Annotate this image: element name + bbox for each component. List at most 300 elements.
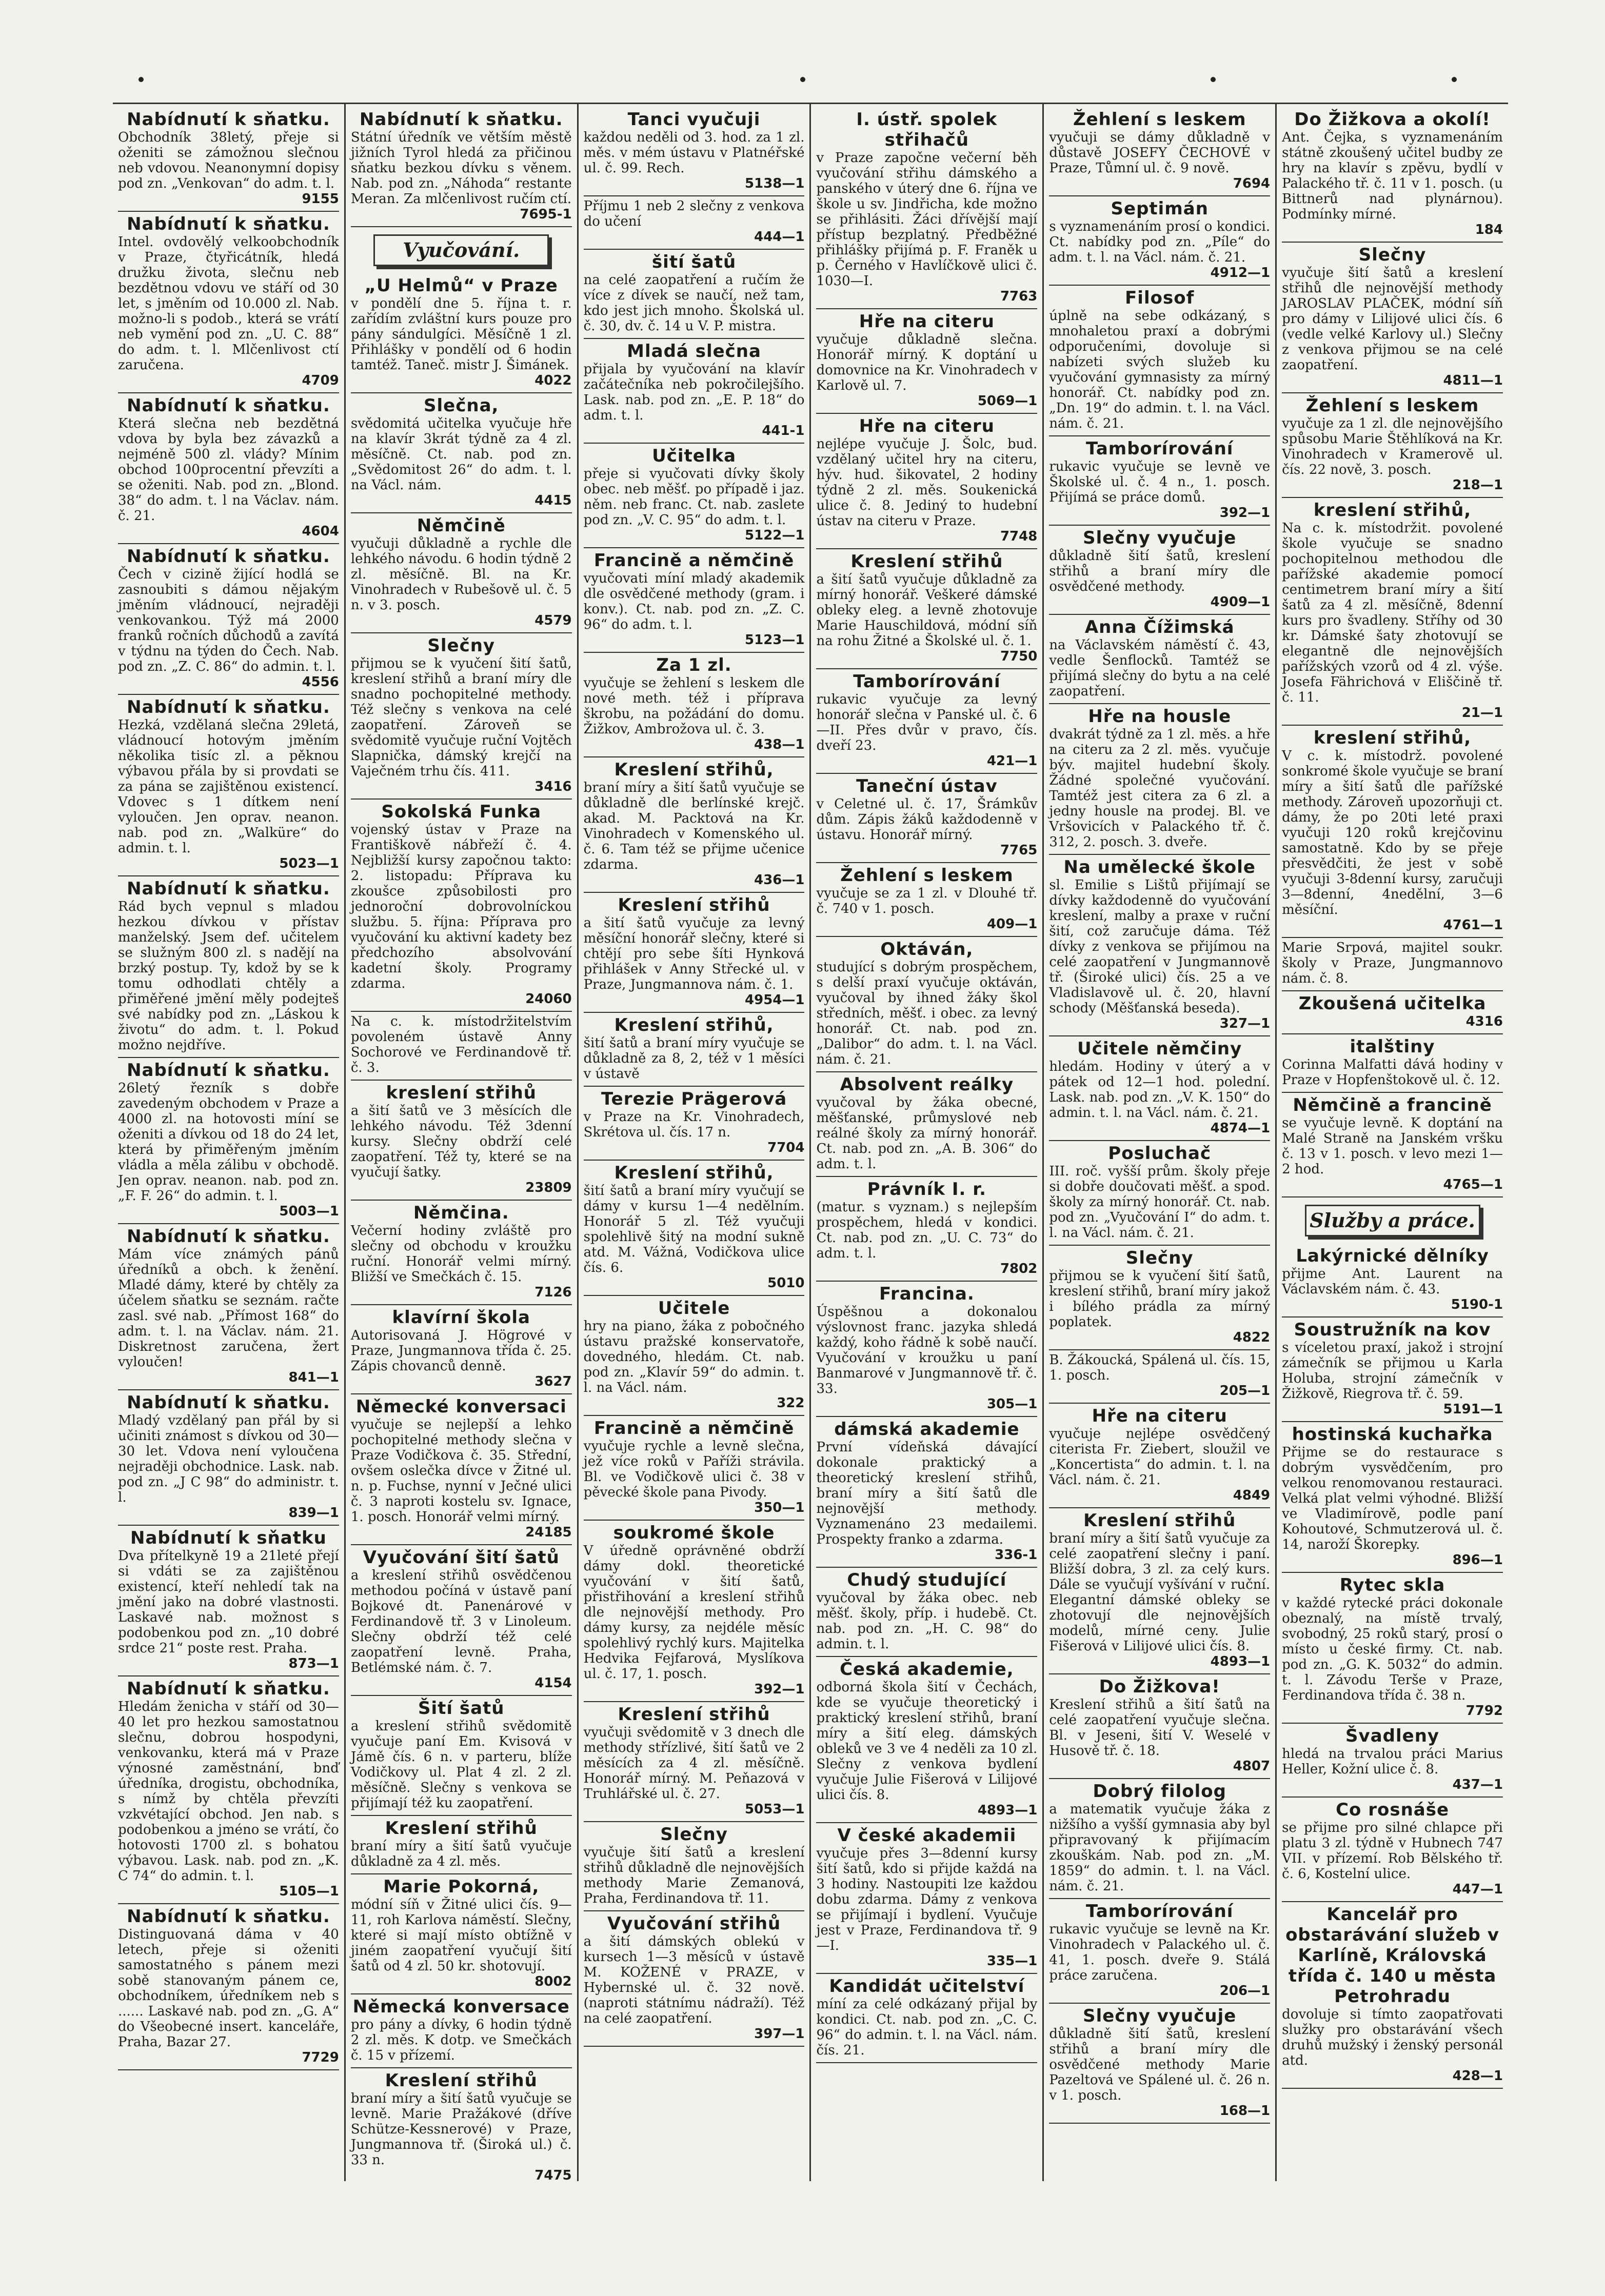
ad-headline: Kreslení střihů [618,895,770,915]
ad-body: vyučuje šití šatů a kreslení střihů důkladně dle nejnovějších methody Marie Zemanová, Praha, Ferdinandova tř. 11. [583,1845,805,1906]
ad-headline: italštiny [1350,1036,1435,1057]
ad-headline: Kancelář pro obstarávání služeb v Karlíně, Královská třída č. 140 u města Petrohradu [1285,1904,1500,2007]
ad-body: Distinguovaná dáma v 40 letech, přeje si oženiti samostatného s pánem mezi sobě stanovaným pánem ce, obchodníkem, úředníkem neb s ...... Laskavé nab. pod zn. „G. A“ do Všeobecné insert. kanceláře, Praha, Bazar 27. [118,1927,339,2050]
classified-ad [816,863,1037,937]
ad-code: 7694 [1233,176,1271,191]
classified-ad [1282,107,1503,243]
ad-body: míní za celé odkázaný přijal by kondici. Ct. nab. pod zn. „C. C. 96“ do admin. t. l. na Václ. nám. čís. 21. [816,1996,1038,2058]
classified-ad [351,1874,572,1994]
ad-headline: Nabídnutí k sňatku. [127,214,330,234]
ad-code: 327—1 [1219,1016,1271,1031]
margin-dot [800,77,805,82]
ad-code: 335—1 [986,1953,1038,1969]
ad-headline: Učitelka [652,446,737,466]
ad-headline: Tamborírování [1086,438,1234,459]
ad-headline: Lakýrnické dělníky [1296,1246,1489,1266]
ad-code: 409—1 [986,916,1038,932]
classified-ad [351,1012,572,1081]
ad-body: v Praze započne večerní běh vyučování střihu dámského a panského v úterý dne 6. října ve škole u sv. Jindřicha, kde možno se přihlásiti. Žáci dřívější mají přístup bezplatný. Předběžné přihlášky přijímá p. F. Franěk u p. Černého v Havlíčkově ulici č. 1030—I. [816,150,1038,289]
ad-body: studující s dobrým prospěchem, s delší praxí vyučuje oktáván, vyučoval by ihned žáky škol středních, měšť. i obec. za levný honorář. Ct. nab. pod zn. „Dalibor“ do adm. t. l. na Václ. nám. č. 21. [816,960,1038,1067]
ad-body: Ant. Čejka, s vyznamenáním státně zkoušený učitel budby ze hry na klavír s zpěvu, bydlí v Palackého tř. č. 11 v 1. posch. (u Bittnerů nad plynárnou). Podmínky mírné. [1282,130,1503,222]
ad-code: 4604 [302,524,339,539]
classified-ad [584,1296,805,1416]
ad-headline: Nabídnutí k sňatku. [127,1392,330,1413]
classified-ad [584,1161,805,1296]
ad-body: a šití šatů ve 3 měsících dle lehkého návodu. Též 3denní kursy. Slečny obdrží celé zaopatření. Též ty, které se na vyučují šatky. [350,1103,572,1180]
classified-ad [816,669,1037,774]
ad-code: 4154 [534,1675,572,1691]
ad-body: Která slečna neb bezdětná vdova by byla bez závazků a nejméně 500 zl. vlády? Mínim obchod 100procentní převzíti a se oženiti. Nab. pod zn. „Blond. 38“ do adm. t. l na Václav. nám. č. 21. [118,416,339,524]
classified-ad [351,1816,572,1874]
ad-headline: Učitele [658,1298,730,1319]
ad-headline: hostinská kuchařka [1292,1424,1493,1445]
ad-headline: Tamborírování [853,671,1001,692]
classified-ad [351,1545,572,1696]
ad-body: vyučuji se dámy důkladně v důstavě JOSEFY ČECHOVÉ v Praze, Tůmní ul. č. 9 nově. [1049,130,1271,176]
classified-ad [1282,1902,1503,2089]
ad-headline: Tanci vyučuji [627,109,761,130]
ad-body: Intel. ovdovělý velkoobchodník v Praze, čtyřicátník, hledá družku života, slečnu neb bezdětnou vdovu ve stáří od 30 let, s jměním od 10.000 zl. Nab. možno-li s podob., která se vrátí neb vymění pod zn. „U. C. 88“ do adm. t. l. Mlčenlivost ctí zaručena. [118,234,339,373]
ad-headline: Nabídnutí k sňatku. [127,879,330,899]
classified-ad [816,1568,1037,1657]
ad-body: braní míry a šití šatů vyučuje důkladně za 4 zl. měs. [350,1839,572,1869]
ad-body: Corinna Malfatti dává hodiny v Praze v Hopfenštokově ul. č. 12. [1282,1057,1503,1088]
ad-body: vyučuje nejlépe osvědčený citerista Fr. Ziebert, sloužil ve „Koncertista“ do admin. t. l. na Václ. nám. č. 21. [1049,1426,1271,1488]
ad-body: a šití dámských oblekú v kursech 1—3 měsíců v ústavě M. KOŽENÉ v PRAZE, v Hybernské ul. č. 32 nově. (naproti státnímu nádraží). Též na celé zaopatření. [583,1934,805,2026]
ad-body: na celé zaopatření a ručím že více z dívek se naučí, než tam, kdo jest jich mnoho. Školská ul. č. 30, dv. č. 14 u V. P. mistra. [583,272,805,334]
classified-ad [118,1676,339,1904]
ad-body: Kreslení střihů a šití šatů na celé zaopatření vyučuje slečna. Bl. v Jeseni, šití V. Weselé v Husově tř. č. 18. [1049,1697,1271,1759]
ad-body: 26letý řezník s dobře zavedeným obchodem v Praze a 4000 zl. na hotovosti míní se oženiti a dívkou od 18 do 24 let, která by přiměřeným jměním vládla a měla zálibu v obchodě. Jen oprav. neanon. nab. pod zn. „F. F. 26“ do admin. t. l. [118,1081,339,1204]
ad-headline: kreslení střihů, [1313,728,1472,748]
classified-ad [816,107,1037,309]
ad-code: 7792 [1465,1703,1503,1719]
ad-body: braní míry a šití šatů vyučuje se důkladně dle berlínské krejč. akad. M. Packtová na Kr. Vinohradech v Komenského ul. č. 6. Tam též se přijme učenice zdarma. [583,780,805,872]
classified-ad [816,1657,1037,1823]
classified-ad [118,107,339,212]
classified-ad [584,339,805,444]
ad-headline: Slečna, [424,395,499,416]
ad-code: 4765—1 [1443,1177,1503,1192]
ad-body: Hledám ženicha v stáří od 30—40 let pro hezkou samostatnou slečnu, dobrou hospodyni, venkovanku, která má v Praze výnosné zaměstnání, bnď úředníka, drogistu, obchodníka, s nímž by chtěla převzíti vzkvétající obchod. Jen nab. s podobenkou a jméno se vrátí, čo hotovosti 1700 zl. s bohatou výbavou. Lask. nab. pod zn. „K. C 74“ do admin. t. l. [118,1699,339,1884]
ad-body: vyučuje se za 1 zl. v Dlouhé tř. č. 740 v 1. posch. [816,886,1038,916]
ad-body: rukavic vyučuje se levně na Kr. Vinohradech v Palackého ul. č. 41, 1. posch. dveře 9. Stálá práce zaručena. [1049,1922,1271,1983]
ad-headline: dámská akademie [834,1419,1020,1440]
ad-body: a šití šatů vyučuje za levný měsíční honorář slečny, které si chtějí pro sebe šíti Hynková přihlášek v Anny Střecké ul. v Praze, Jungmannova nám. č. 1. [583,915,805,992]
ad-body: Obchodník 38letý, přeje si oženiti se zámožnou slečnou neb vdovou. Neanonymní dopisy pod zn. „Venkovan“ do adm. t. l. [118,130,339,191]
ad-headline: Němčině a francině [1293,1095,1492,1115]
ad-headline: Slečny [1358,245,1426,265]
classified-ad [1049,1246,1270,1350]
ad-code: 5003—1 [279,1204,339,1219]
ad-code: 397—1 [754,2026,805,2042]
ad-headline: Švadleny [1345,1726,1440,1746]
ad-code: 7802 [1000,1261,1038,1276]
ad-body: (matur. s vyznam.) s nejlepším prospěchem, hledá v kondici. Ct. nab. pod zn. „U. C. 73“ do adm. t. l. [816,1200,1038,1261]
classified-ad [351,1994,572,2068]
classified-ad [1049,2004,1270,2124]
classified-ad [584,107,805,196]
classified-ad [351,633,572,800]
ad-headline: Kreslení střihů [618,1704,770,1725]
ad-code: 7750 [1000,649,1038,664]
ad-headline: Kreslení střihů, [614,1163,774,1183]
section-heading: Služby a práce. [1305,1205,1480,1236]
ad-code: 23809 [525,1180,572,1195]
ad-code: 4849 [1233,1488,1271,1503]
classified-ad [584,444,805,548]
ad-headline: Nabídnutí k sňatku. [127,395,330,416]
classified-ad [118,695,339,876]
ad-body: vyučuje důkladně slečna. Honorář mírný. K doptání u domovnice na Kr. Vinohradech v Karlově ul. 7. [816,332,1038,393]
classified-ad [1049,1899,1270,2004]
classified-ad [1282,1422,1503,1573]
ad-body: Státní úředník ve větším městě jižních Tyrol hledá za přičinou sňatku bezkou dívku s věnem. Nab. pod zn. „Náhoda“ restante Meran. Za mlčenlivost ručím ctí. [350,130,572,207]
classified-ad [1049,1036,1270,1141]
ad-headline: Hře na citeru [859,416,995,436]
classified-ad [351,2068,572,2181]
ad-code: 896—1 [1452,1552,1503,1568]
ad-headline: Nabídnutí k sňatku. [127,1226,330,1247]
ad-code: 447—1 [1452,1882,1503,1897]
column-3 [579,104,811,2181]
classified-ad [1282,1034,1503,1093]
classified-ad [118,1058,339,1224]
ad-headline: Nabídnutí k sňatku [130,1528,327,1548]
classified-ad [118,544,339,695]
ad-headline: Německá konversace [352,1996,570,2017]
ad-code: 7475 [534,2168,572,2181]
ad-headline: Za 1 zl. [656,655,732,675]
ad-code: 4893—1 [977,1803,1038,1818]
ad-body: sl. Emilie s Lištů přijímají se dívky každodenně do vyučování kreslení, malby a praxe v ruční šití, což zaručuje dáma. Též dívky z venkova se přijímou na celé zaopatření v Jungmannově tř. (Široké ulici) čís. 25 a ve Vladislavově ul. č. 20, hlavní schody (Měšťanská beseda). [1049,877,1271,1016]
ad-body: odborná škola šití v Čechách, kde se vyučuje theoretický i praktický kreslení střihů, braní míry a šití eleg. dámských obleků ve 3 ve 4 neděli za 10 zl. Slečny z venkova bydlení vyučuje Julie Fišerová v Lilijové ulici čís. 8. [816,1680,1038,1803]
classified-ad [816,414,1037,549]
classified-ad [1049,855,1270,1036]
ad-headline: Slečny [427,635,496,656]
ad-code: 184 [1475,222,1503,237]
ad-code: 4316 [1465,1014,1503,1029]
ad-headline: Filosof [1125,288,1195,308]
ad-headline: Žehlení s leskem [1073,109,1246,130]
ad-headline: Zkoušená učitelka [1298,993,1487,1014]
ad-code: 5123—1 [745,632,805,648]
classified-ad [584,757,805,893]
ad-code: 322 [777,1395,805,1411]
ad-headline: Česká akademie, [840,1659,1014,1680]
ad-code: 206—1 [1219,1983,1271,1999]
classified-ad [816,309,1037,414]
ad-body: a kreslení střihů svědomitě vyučuje paní Em. Kvisová v Jámě čís. 6 n. v parteru, blíže Vodičkovy ul. Plat 4 zl. 2 zl. měsíčně. Slečny s venkova se přijímají též ku zaopatření. [350,1719,572,1811]
margin-dot [1211,77,1216,82]
ad-body: v Celetné ul. č. 17, Šrámkův dům. Zápis žáků každodenně v ústavu. Honorář mírný. [816,796,1038,843]
ad-body: vyučoval by žáka obec. neb měšť. školy, příp. i hudebě. Ct. nab. pod zn. „H. C. 98“ do admin. t. l. [816,1590,1038,1652]
ad-headline: Soustružník na kov [1294,1320,1491,1340]
classified-ad [584,1087,805,1161]
ad-code: 168—1 [1219,2103,1271,2119]
ad-code: 8002 [534,1974,572,1989]
ad-code: 392—1 [1219,505,1271,521]
ad-body: Mladý vzdělaný pan přál by si učiniti známost s dívkou od 30—30 let. Vdova není vyloučena nejraději obchodnice. Lask. nab. pod zn. „J C 98“ do administr. t. l. [118,1413,339,1505]
ad-body: rukavic vyučuje za levný honorář slečna v Panské ul. č. 6—II. Přes dvůr v pravo, čís. dveří 23. [816,692,1038,753]
classified-ad [1049,1404,1270,1508]
ad-body: módní síň v Žitné ulici čís. 9—11, roh Karlova náměstí. Slečny, které si mají místo obtížně v jiném zaopatření vyučují šití šatů od 4 zl. 50 kr. shotovují. [350,1897,572,1974]
ad-code: 218—1 [1452,477,1503,493]
ad-headline: kreslení střihů [386,1083,537,1103]
ad-body: vyučuji důkladně a rychle dle lehkého návodu. 6 hodin týdně 2 zl. měsíčně. Bl. na Kr. Vinohradech v Rubešově ul. č. 5 n. v 3. posch. [350,536,572,613]
ad-code: 392—1 [754,1682,805,1697]
ad-code: 24060 [525,991,572,1007]
classified-ad [816,549,1037,669]
classified-ad [1282,1573,1503,1724]
ad-body: braní míry a šití šatů vyučuje se levně. Marie Pražákové (dříve Schütze-Kessnerové) v Praze, Jungmannova tř. (Široká ul.) č. 33 n. [350,2091,572,2168]
ad-code: 5138—1 [745,176,805,191]
ad-body: hledám. Hodiny v úterý a v pátek od 12—1 hod. polední. Lask. nab. pod zn. „V. K. 150“ do admin. t. l. na Václ. nám. č. 21. [1049,1059,1271,1121]
ad-body: a matematik vyučuje žáka z nižšího a vyšší gymnasia aby byl připravovaný k přijímacím zkouškám. Nab. pod zn. „M. 1859“ do admin. t. l. na Václ. nám. č. 21. [1049,1802,1271,1894]
classified-ad [1282,1798,1503,1902]
classified-ad [351,800,572,1012]
ad-code: 437—1 [1452,1777,1503,1792]
ad-body: důkladně šití šatů, kreslení střihů a braní míry dle osvědčené methody. [1049,548,1271,594]
classified-ad [118,1224,339,1390]
classified-ad [1049,615,1270,704]
ad-body: v každé rytecké práci dokonale obeznalý, na místě trvalý, svobodný, 25 roků starý, prosí o místo u české firmy. Ct. nab. pod zn. „G. K. 5032“ do admin. t. l. Závodu Terše v Praze, Ferdinandova třída č. 38 n. [1282,1595,1503,1703]
ad-code: 21—1 [1461,705,1503,721]
ad-body: V úředně oprávněné obdrží dámy dokl. theoretické vyučování v šití šatů, přistřihování a kreslení střihů dle nejnovější methody. Pro dámy kursy, za nejdéle měsíc spolehlivý rychlý kurs. Majitelka Hedvika Fejfarová, Myslíkova ul. č. 17, 1. posch. [583,1543,805,1682]
ad-body: a šití šatů vyučuje důkladně za mírný honorář. Veškeré dámské obleky eleg. a levně zhotovuje Marie Hauschildová, módní síň na rohu Žitné a Školské ul. č. 1. [816,572,1038,649]
classified-ad [584,1416,805,1521]
ad-headline: Kreslení střihů [1083,1510,1236,1531]
ad-headline: Kreslení střihů [385,1818,538,1839]
ad-body: První vídeňská dávající dokonale praktický a theoretický kreslení střihů, braní míry a šití šatů dle nejnovější methody. Vyznamenáno 23 medailemi. Prospekty franko a zdarma. [816,1440,1038,1547]
ad-headline: Německé konversaci [355,1396,567,1417]
classified-ad [118,1526,339,1676]
ad-headline: Slečny vyučuje [1083,528,1237,548]
ad-body: dvakrát týdně za 1 zl. měs. a hře na citeru za 2 zl. měs. vyučuje býv. majitel hudební školy. Žádné společné vyučování. Tamtéž jest citera za 6 zl. a jedny housle na prodej. Bl. ve Vršovicích v Palackého tř. č. 312, 2. posch. 3. dveře. [1049,727,1271,850]
ad-body: vyučuji svědomitě v 3 dnech dle methody střízlivé, šití šatů ve 2 měsících za 4 zl. měsíčně. Honorář mírný. M. Peňazová v Truhlářské ul. č. 27. [583,1725,805,1802]
ad-code: 4912—1 [1210,265,1271,281]
classified-ad [1049,704,1270,855]
classified-ad [816,774,1037,863]
ad-headline: Rytec skla [1339,1575,1445,1595]
ad-body: šití šatů a braní míry vyučují se dámy v kursu 1—4 nedělním. Honorář 5 zl. Též vyučuji spolehlivě šitý na modní sukně atd. M. Vážná, Vodičkova ulice čís. 6. [583,1183,805,1275]
ad-code: 444—1 [754,229,805,245]
classified-ad [584,250,805,339]
ad-code: 5191—1 [1443,1402,1503,1417]
ad-headline: Posluchač [1108,1143,1212,1164]
ad-code: 7126 [534,1285,572,1300]
ad-headline: kreslení střihů, [1313,500,1472,521]
ad-body: hry na piano, žáka z pobočného ústavu pražské konservatoře, dovedného, hledám. Ct. nab. pod zn. „Klavír 59“ do admin. t. l. na Václ. nám. [583,1319,805,1395]
ad-code: 336-1 [995,1547,1038,1563]
ad-body: s víceletou praxí, jakož i strojní zámečník se přijmou u Karla Holuba, strojní zámečník v Žižkově, Riegrova tř. č. 59. [1282,1340,1503,1402]
column-5 [1044,104,1277,2181]
ad-headline: Hře na citeru [1092,1406,1227,1426]
classified-ad [118,1904,339,2070]
ad-body: vyučoval by žáka obecné, měšťanské, průmyslové neb reálné školy za mírný honorář. Ct. nab. pod zn. „A. B. 306“ do adm. t. l. [816,1095,1038,1172]
classified-ad [1049,526,1270,615]
ad-headline: Nabídnutí k sňatku. [127,697,330,717]
classified-ad [584,196,805,250]
ad-headline: Anna Čížimská [1084,617,1235,637]
ad-body: dovoluje si tímto zaopatřovati služky pro obstarávání všech druhů mužský i ženský personál atd. [1282,2007,1503,2068]
ad-code: 436—1 [754,872,805,888]
ad-headline: Dobrý filolog [1093,1781,1226,1802]
classified-ad [816,937,1037,1072]
classified-ad [1049,1674,1270,1779]
ad-body: každou neděli od 3. hod. za 1 zl. měs. v mém ústavu v Platnéřské ul. č. 99. Rech. [583,130,805,176]
ad-code: 9155 [302,191,339,207]
ad-body: na Václavském náměstí č. 43, vedle Šenflocků. Tamtéž se přijímá slečny do bytu a na celé zaopatření. [1049,637,1271,699]
ad-headline: Vyučování střihů [607,1913,781,1934]
newspaper-page [113,103,1508,2181]
ad-headline: V české akademii [837,1825,1017,1846]
ad-code: 4807 [1233,1759,1271,1774]
classified-ad [584,1521,805,1702]
ad-headline: Francina. [879,1284,975,1304]
ad-code: 7765 [1000,843,1038,858]
ad-code: 4556 [302,674,339,690]
margin-dot [1452,77,1457,82]
ad-body: vyučovati míní mladý akademik dle osvědčené methody (gram. i konv.). Ct. nab. pod zn. „Z. C. 96“ do adm. t. l. [583,571,805,632]
ad-headline: Oktáván, [880,939,974,960]
ad-code: 7704 [767,1140,805,1155]
ad-code: 305—1 [986,1396,1038,1412]
classified-ad [351,513,572,633]
ad-body: hledá na trvalou práci Marius Heller, Kožní ulice č. 8. [1282,1746,1503,1777]
classified-ad [1049,196,1270,286]
ad-body: nejlépe vyučuje J. Šolc, bud. vzdělaný učitel hry na citeru, hýv. hud. šikovatel, 2 hodiny týdně 2 zl. měs. Soukenická ulice č. 8. Jediný to hudební ústav na citeru v Praze. [816,436,1038,529]
ad-code: 428—1 [1452,2068,1503,2084]
column-4 [811,104,1044,2181]
ad-code: 4761—1 [1443,917,1503,933]
ad-body: vyučuje rychle a levně slečna, jež více roků v Paříži strávila. Bl. ve Vodičkově ulici č. 38 v pěvecké škole pana Pivody. [583,1439,805,1500]
ad-body: přijala by vyučování na klavír začátečníka neb pokročilejšího. Lask. nab. pod zn. „E. P. 18“ do adm. t. l. [583,362,805,423]
classified-ad [1282,498,1503,726]
ad-code: 4893—1 [1210,1654,1271,1669]
ad-code: 7748 [1000,529,1038,544]
ad-body: Večerní hodiny zvláště pro slečny od obchodu v kroužku ruční. Honorář velmi mírný. Bližší ve Smečkách č. 15. [350,1223,572,1285]
ad-body: Mám více známých pánů úředníků a obch. k ženění. Mladé dámy, které by chtěly za účelem sňatku se seznám. račte zasl. své nab. „Přímost 168“ do adm. t. l. na Václav. nám. 21. Diskretnost zaručena, žert vyloučen! [118,1247,339,1370]
ad-headline: Kandidát učitelství [829,1976,1025,1996]
ad-headline: „U Helmů“ v Praze [364,275,558,296]
classified-ad [584,1822,805,1911]
classified-ad [816,1974,1037,2063]
classified-ad [1049,107,1270,196]
ad-headline: Kreslení střihů [385,2070,538,2091]
ad-headline: Septimán [1111,198,1208,219]
ad-headline: Do Žižkova a okolí! [1294,109,1491,130]
ad-code: 4954—1 [745,992,805,1008]
ad-headline: Kreslení střihů, [614,1015,774,1035]
ad-headline: Slečny vyučuje [1083,2006,1237,2026]
ad-code: 5190-1 [1451,1297,1503,1312]
classified-ad [1049,1350,1270,1404]
ad-headline: Nabídnutí k sňatku. [127,546,330,567]
ad-headline: Marie Pokorná, [383,1876,540,1897]
classified-ad [816,1072,1037,1177]
ad-body: v pondělí dne 5. října t. r. zařídím zvláštní kurs pouze pro pány sándulgíci. Měsíčně 1 zl. Přihlášky v pondělí od 6 hodin tamtéž. Taneč. mistr J. Šimánek. [350,296,572,373]
classified-ad [584,1702,805,1822]
ad-body: důkladně šití šatů, kreslení střihů a braní míry dle osvědčené methody Marie Pazeltová ve Spálené ul. č. 26 n. v 1. posch. [1049,2026,1271,2103]
classified-ad [584,1911,805,2047]
ad-body: Hezká, vzdělaná slečna 29letá, vládnoucí hotovým jměním několika tisíc zl. a pěknou výbavou přála by si provdati se za pána se zajištěnou existencí. Vdovec s 1 dítkem není vyloučen. Jen oprav. neanon. nab. pod zn. „Walküre“ do admin. t. l. [118,717,339,856]
ad-body: rukavic vyučuje se levně ve Školské ul. č. 4 n., 1. posch. Přijímá se práce domů. [1049,459,1271,505]
ad-code: 5105—1 [279,1884,339,1899]
ad-body: se přijme pro silné chlapce při platu 3 zl. týdně v Hubnech 747 VII. v přízemí. Rob Bělského tř. č. 6, Kostelní ulice. [1282,1820,1503,1882]
ad-body: Rád bych vepnul s mladou hezkou dívkou v přístav manželský. Jsem def. učitelem se služným 800 zl. s nadějí na brzký postup. Ty, kdož by se k tomu odhodlati chtěly a přiměřené jmění měly podejteš své nabídky pod zn. „Láskou k životu“ do adm. t. l. Pokud možno nejdříve. [118,899,339,1053]
ad-code: 438—1 [754,737,805,752]
ad-body: V c. k. místodrž. povolené sonkromé škole vyučuje se braní míry a šití šatů dle pařížské methody. Zároveň upozorňuji ct. dámy, že po 20ti leté praxi vyučuji 120 roků krejčovinu samostatně. Kdo by se přeje přesvědčiti, že jest v sobě vyučuji 3-8denní kursy, zaručuji 3—8denní, 4nedělní, 3—6 měsíční. [1282,748,1503,917]
classified-ad [351,1305,572,1394]
classified-ad [351,273,572,393]
ad-headline: Sokolská Funka [381,802,542,822]
classified-ad [351,393,572,513]
ad-headline: Slečny [660,1824,728,1845]
column-6 [1277,104,1508,2181]
classified-ad [118,393,339,544]
ad-headline: Nabídnutí k sňatku. [127,1060,330,1081]
classified-ad [351,1081,572,1201]
ad-headline: Francině a němčině [593,550,795,571]
section-heading: Vyučování. [373,234,549,266]
ad-code: 4874—1 [1210,1121,1271,1136]
ad-code: 841—1 [288,1370,339,1385]
ad-headline: Na umělecké škole [1063,857,1256,877]
ad-body: v Praze na Kr. Vinohradech, Skrétova ul. čís. 17 n. [583,1109,805,1140]
ad-code: 7695-1 [520,207,572,222]
ad-headline: Francině a němčině [593,1418,795,1439]
classified-ad [1282,1244,1503,1317]
ad-code: 4415 [534,493,572,508]
ad-body: svědomitá učitelka vyučuje hře na klavír 3krát týdně za 4 zl. měsíčně. Ct. nab. pod zn. „Svědomitost 26“ do adm. t. l. na Václ. nám. [350,416,572,493]
classified-ad [1049,1779,1270,1899]
ad-body: přijme Ant. Laurent na Václavském nám. č. 43. [1282,1266,1503,1297]
ad-headline: Mladá slečna [627,341,761,362]
classified-ad [816,1823,1037,1974]
ad-code: 4822 [1233,1330,1271,1345]
classified-ad [351,1394,572,1545]
ad-body: Příjmu 1 neb 2 slečny z venkova do učení [583,198,805,229]
ad-code: 839—1 [288,1505,339,1521]
classified-ad [816,1282,1037,1417]
ad-code: 421—1 [986,753,1038,769]
ad-headline: Nabídnutí k sňatku. [359,109,563,130]
classified-ad [1049,1141,1270,1246]
ad-body: úplně na sebe odkázaný, s mnohaletou praxí a dobrými odporučeními, dovoluje si nabízeti svých služeb ku vyučování gymnasisty za mírný honorář. Ct. nabídky pod zn. „Dn. 19“ do admin. t. l. na Václ. nám. č. 21. [1049,308,1271,431]
ad-headline: I. ústř. spolek střihačů [856,109,998,150]
ad-code: 4579 [534,613,572,628]
ad-headline: Němčině [417,515,506,536]
ad-code: 5010 [767,1275,805,1291]
ad-headline: Nabídnutí k sňatku. [127,1906,330,1927]
classified-ad [1282,1724,1503,1798]
ad-headline: Do Žižkova! [1099,1676,1220,1697]
ad-body: Na c. k. místodržit. povolené škole vyučuje se snadno pochopitelnou methodou dle pařížské akademie pomocí centimetrem braní míry a šití šatů za 4 zl. měsíčně, 8denní kurs pro švadleny. Stříhy od 30 kr. Dámské šaty zhotovují se elegantně dle nejnovějších pařížských vzorů od 4 zl. výše. Josefa Fährichová v Eliščině tř. č. 11. [1282,521,1503,705]
ad-code: 441-1 [762,423,805,438]
ad-body: Čech v cizině žijící hodlá se zasnoubiti s dámou nějakým jměním vládnoucí, nejraději venkovankou. Týž má 2000 franků ročních důchodů a zavítá v týdnu na týden do Čech. Nab. pod zn. „Z. C. 86“ do admin. t. l. [118,567,339,674]
classified-ad [584,653,805,757]
classified-ad [351,1696,572,1816]
ad-code: 873—1 [288,1656,339,1671]
ad-headline: Hře na citeru [859,311,995,332]
ad-headline: šití šatů [651,252,737,272]
margin-dot [138,77,144,82]
ad-body: B. Žákoucká, Spálená ul. čís. 15, 1. posch. [1049,1352,1271,1383]
classified-ad [816,1417,1037,1568]
ad-body: vyučuje šití šatů a kreslení střihů dle nejnovější methody JAROSLAV PLAČEK, módní síň pro dámy v Lilijové ulici čís. 6 (vedle velké Karlovy ul.) Slečny z venkova přijmou se na celé zaopatření. [1282,265,1503,373]
classified-ad [1282,243,1503,393]
